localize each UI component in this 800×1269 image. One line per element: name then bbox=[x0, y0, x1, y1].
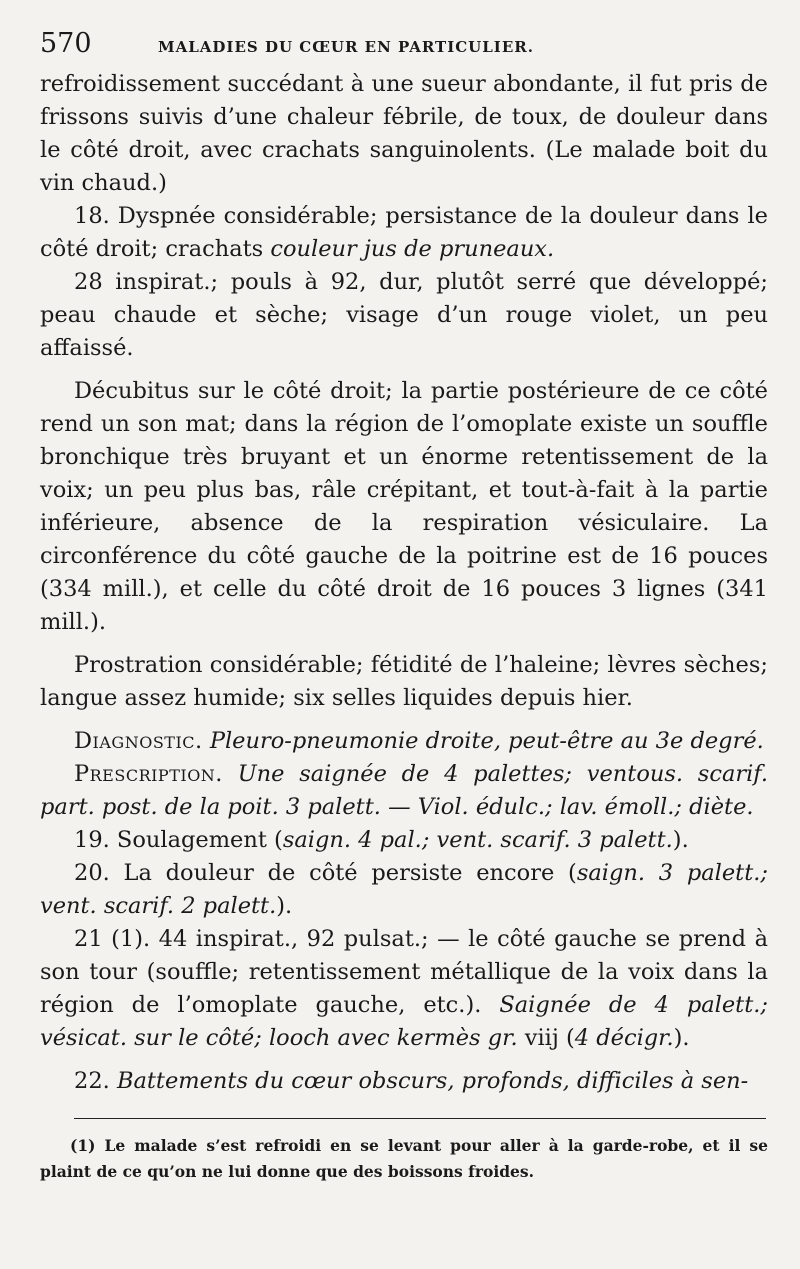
text-run: 20. La douleur de côté persiste encore ( bbox=[74, 860, 577, 886]
italic-run: Saignée de 4 palett.; vésicat. sur le côté; looch avec kermès gr. bbox=[40, 992, 768, 1051]
text-run: 19. Soulagement ( bbox=[74, 827, 283, 853]
paragraph-pulse: 28 inspirat.; pouls à 92, dur, plutôt serré que développé; peau chaude et sèche; visage d’un rouge violet, un peu affaissé. bbox=[40, 269, 768, 361]
text-run: ). bbox=[673, 1025, 690, 1051]
page-header bbox=[40, 28, 768, 68]
text-run: ). bbox=[276, 893, 293, 919]
running-title: MALADIES DU CŒUR EN PARTICULIER. bbox=[158, 38, 534, 56]
text-run: ). bbox=[672, 827, 689, 853]
footnote bbox=[40, 1133, 768, 1185]
paragraph-exam: Décubitus sur le côté droit; la partie postérieure de ce côté rend un son mat; dans la région de l’omoplate existe un souffle bronchique très bruyant et un énorme retentissement de la voix; un peu plus bas, râle crépitant, et tout-à-fait à la partie inférieure, absence de la respiration vésiculaire. La circonférence du côté gauche de la poitrine est de 16 pouces (334 mill.), et celle du côté droit de 16 pouces 3 lignes (341 mill.). bbox=[40, 378, 768, 635]
body-text bbox=[40, 68, 768, 1098]
prescription-text: Une saignée de 4 palettes; ventous. scarif. part. post. de la poit. 3 palett. — Viol. édulc.; lav. émoll.; diète. bbox=[40, 761, 768, 820]
italic-run: saign. 3 palett.; vent. scarif. 2 palett. bbox=[40, 860, 768, 919]
paragraph-day-21 bbox=[40, 923, 768, 1055]
footnote-rule bbox=[74, 1118, 766, 1119]
paragraph-day-22 bbox=[40, 1065, 768, 1098]
paragraph-day-20 bbox=[40, 857, 768, 923]
paragraph-diagnostic bbox=[40, 725, 768, 758]
footnote-text: (1) Le malade s’est refroidi en se levant pour aller à la garde-robe, et il se plaint de ce qu’on ne lui donne que des boissons froides. bbox=[40, 1136, 768, 1181]
paragraph-day-19 bbox=[40, 824, 768, 857]
paragraph-continued: refroidissement succédant à une sueur abondante, il fut pris de frissons suivis d’une chaleur fébrile, de toux, de douleur dans le côté droit, avec crachats sanguinolents. (Le malade boit du vin chaud.) bbox=[40, 71, 768, 196]
paragraph-prostration: Prostration considérable; fétidité de l’haleine; lèvres sèches; langue assez humide; six selles liquides depuis hier. bbox=[40, 652, 768, 711]
book-page bbox=[40, 28, 768, 1185]
diagnostic-text: Pleuro-pneumonie droite, peut-être au 3e degré. bbox=[202, 728, 764, 754]
italic-run: Battements du cœur obscurs, profonds, difficiles à sen- bbox=[116, 1068, 749, 1094]
text-run: 18. Dyspnée considérable; persistance de la douleur dans le côté droit; crachats bbox=[40, 203, 768, 262]
italic-run: couleur jus de pruneaux. bbox=[270, 236, 555, 262]
italic-run: 4 décigr. bbox=[574, 1025, 674, 1051]
prescription-label: Prescription. bbox=[74, 761, 223, 787]
text-run: 22. bbox=[74, 1068, 117, 1094]
paragraph-prescription bbox=[40, 758, 768, 824]
diagnostic-label: Diagnostic. bbox=[74, 728, 203, 754]
text-run: viij ( bbox=[517, 1025, 575, 1051]
italic-run: saign. 4 pal.; vent. scarif. 3 palett. bbox=[282, 827, 673, 853]
text-run: 21 (1). 44 inspirat., 92 pulsat.; — le côté gauche se prend à son tour (souffle; retentissement métallique de la voix dans la région de l’omoplate gauche, etc.). bbox=[40, 926, 768, 1018]
page-number: 570 bbox=[40, 28, 92, 59]
paragraph-day-18 bbox=[40, 200, 768, 266]
